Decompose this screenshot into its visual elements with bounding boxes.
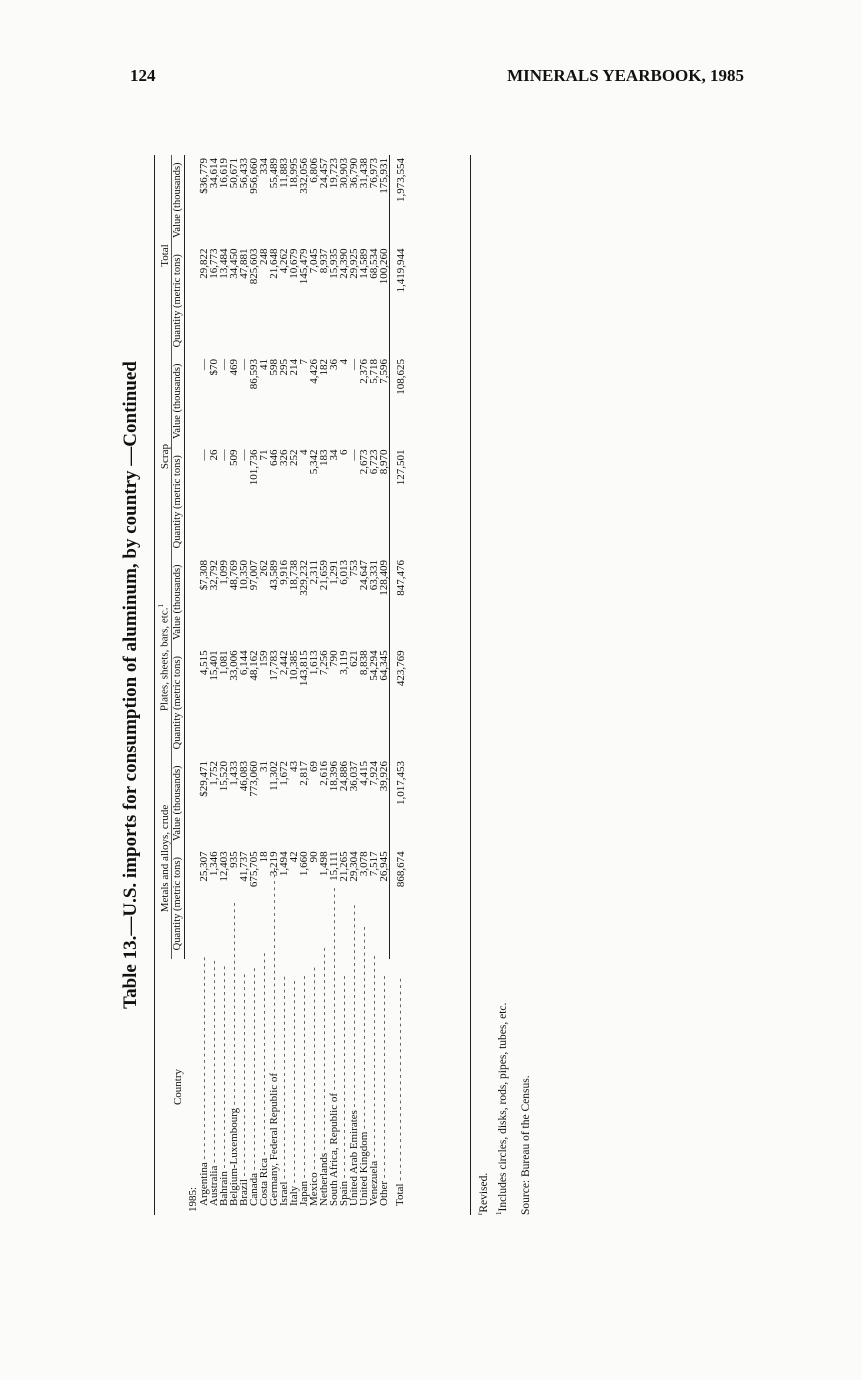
value-cell: 6,723 [367,449,380,475]
value-cell: 7,256 [317,650,330,676]
country-header: Country [155,959,185,1215]
value-cell: — [217,449,230,461]
value-cell: 5,342 [307,449,320,475]
value-cell: 15,935 [327,248,340,279]
value-cell: 32,792 [207,560,220,591]
value-cell: 21,648 [267,248,280,279]
country-name: Belgium-Luxembourg - - - [228,903,240,1212]
value-cell: 11,302 [267,761,280,791]
value-cell: 101,736 [247,449,260,486]
country-name: Japan - - - [298,976,310,1212]
group-header-total: Total [155,155,172,356]
value-cell: 33,006 [227,650,240,681]
value-cell: 15,401 [207,650,220,681]
value-cell: 30,903 [337,158,350,189]
group-header-footnote: 1 [157,604,165,608]
value-cell: 423,769 [389,647,406,758]
value-cell: — [347,449,360,461]
value-cell: 935 [227,851,240,868]
value-cell: 214 [287,359,300,376]
value-cell: 2,673 [357,449,370,475]
value-cell: 42 [287,851,300,863]
value-cell: 90 [307,851,320,863]
country-name: Spain - - - [338,976,350,1212]
value-cell: 621 [347,650,360,667]
country-cell [379,959,390,1215]
value-cell: 675,705 [247,851,260,888]
country-name: United Kingdom - - - [358,927,370,1212]
value-cell: 18,738 [287,560,300,591]
value-cell: 1,752 [207,761,220,786]
group-header-metals: Metals and alloys, crude [155,758,172,959]
value-cell: 7 [297,359,310,365]
value-cell: 6,144 [237,650,250,676]
running-head: MINERALS YEARBOOK, 1985 [507,66,744,85]
table-body [184,155,406,1215]
subheader: Quantity (metric tons) [171,245,184,356]
value-cell: 4 [337,359,350,365]
value-cell: 7,517 [367,851,380,877]
value-cell: 24,390 [337,248,350,279]
value-cell: $36,779 [197,158,210,194]
value-cell: 68,534 [367,248,380,279]
value-cell: 29,822 [197,248,210,279]
country-name: Mexico - - - [308,967,320,1212]
value-cell: 39,926 [377,761,390,792]
value-cell: 598 [267,359,280,376]
footnote-1 [493,155,510,1215]
value-cell: 69 [307,761,320,773]
value-cell: 646 [267,449,280,466]
value-cell: 509 [227,449,240,466]
value-cell: 956,660 [247,158,260,194]
value-cell: 24,886 [337,761,350,792]
value-cell: 11,883 [277,158,290,188]
value-cell: 71 [257,449,270,461]
value-cell: 4,262 [277,248,290,274]
year-label: 1985: [187,1186,200,1212]
value-cell: 31,438 [357,158,370,189]
value-cell: 76,973 [367,158,380,189]
value-cell: 159 [257,650,270,667]
value-cell: 10,350 [237,560,250,591]
value-cell: 3,219 [267,851,280,877]
value-cell: 18,396 [327,761,340,792]
value-cell: 1,498 [317,851,330,877]
group-header-plates [155,557,172,758]
value-cell: 13,484 [217,248,230,279]
country-name: Israel - - - [278,976,290,1212]
value-cell: 6 [337,449,350,455]
value-cell: 4 [297,449,310,455]
value-cell: 295 [277,359,290,376]
value-cell: 56,433 [237,158,250,189]
value-cell: 18 [257,851,270,863]
country-name: Venezuela - - - [368,956,380,1212]
value-cell: 15,111 [327,851,340,881]
country-name: Australia - - - [208,960,220,1212]
value-cell: 16,619 [217,158,230,189]
value-cell: 48,769 [227,560,240,591]
value-cell: 182 [317,359,330,376]
subheader: Quantity (metric tons) [171,446,184,557]
value-cell: 1,660 [297,851,310,877]
value-cell: 252 [287,449,300,466]
value-cell: 64,345 [377,650,390,681]
value-cell: 127,501 [389,446,406,557]
value-cell: $70 [207,359,220,376]
value-cell: 12,403 [217,851,230,882]
source-note: Source: Bureau of the Census. [519,1075,532,1215]
value-cell: 21,265 [337,851,350,882]
value-cell: 145,479 [297,248,310,285]
value-cell: 41 [257,359,270,371]
value-cell: 17,783 [267,650,280,681]
value-cell: 128,409 [377,560,390,596]
subheader: Value (thousands) [171,356,184,446]
value-cell: 43 [287,761,300,773]
value-cell: 63,331 [367,560,380,591]
value-cell: 43,589 [267,560,280,591]
value-cell: 1,672 [277,761,290,786]
footnote-revised [474,155,491,1215]
value-cell: 1,099 [217,560,230,585]
value-cell: 100,260 [377,248,390,285]
group-header-scrap: Scrap [155,356,172,557]
value-cell: 790 [327,650,340,667]
value-cell: 1,494 [277,851,290,877]
value-cell: 4,415 [357,761,370,786]
value-cell: 55,489 [267,158,280,189]
value-cell: 46,083 [237,761,250,792]
value-cell: 1,346 [207,851,220,877]
table-title: Table 13.—U.S. imports for consumption of aluminum, by country —Continued [120,361,141,1009]
footnote-1-mark: 1 [494,1211,503,1215]
country-name: South Africa, Republic of - - - [328,888,340,1212]
value-cell: 2,311 [307,560,320,585]
value-cell: 1,291 [327,560,340,585]
table-row [379,155,390,1215]
subheader: Value (thousands) [171,758,184,848]
value-cell: 29,925 [347,248,360,279]
value-cell: 19,723 [327,158,340,189]
value-cell: 4,426 [307,359,320,384]
value-cell: 1,613 [307,650,320,676]
value-cell: — [237,359,250,371]
value-cell: 48,162 [247,650,260,681]
country-name: Costa Rica - - - [258,953,270,1212]
value-cell: 825,603 [247,248,260,285]
value-cell: 26 [207,449,220,461]
value-cell: 1,433 [227,761,240,786]
value-cell: 36,790 [347,158,360,189]
page-number: 124 [130,66,156,85]
country-name: Argentina - - - [198,957,210,1212]
value-cell: 334 [257,158,270,175]
value-cell: 7,596 [377,359,390,384]
value-cell: 1,973,554 [389,155,406,245]
value-cell: 34,614 [207,158,220,189]
value-cell: 4,515 [197,650,210,676]
value-cell: 6,806 [307,158,320,183]
subheader: Quantity (metric tons) [171,647,184,758]
value-cell: 10,385 [287,650,300,681]
country-name: Netherlands - - - [318,948,330,1212]
value-cell: 8,970 [377,449,390,475]
value-cell: $7,308 [197,560,210,591]
value-cell: 50,671 [227,158,240,189]
value-cell: 9,916 [277,560,290,585]
value-cell: 326 [277,449,290,466]
value-cell: 847,476 [389,557,406,647]
country-name: Other - - - [378,976,390,1212]
value-cell: 469 [227,359,240,376]
value-cell: 1,017,453 [389,758,406,848]
value-cell: 1,419,944 [389,245,406,356]
footnote-1-text: Includes circles, disks, rods, pipes, tubes, etc. [496,1002,509,1212]
value-cell: — [347,359,360,371]
value-cell: — [217,359,230,371]
year-row [184,155,199,1215]
footnote-revised-text: Revised. [477,1172,490,1213]
country-name: United Arab Emirates - - - [348,905,360,1212]
value-cell: 16,773 [207,248,220,279]
value-cell: 868,674 [389,848,406,959]
country-name: Italy - - - [288,981,300,1212]
value-cell: 8,838 [357,650,370,676]
country-name: Brazil - - - [238,974,250,1212]
value-cell: — [237,449,250,461]
country-name: Germany, Federal Republic of - - - [268,868,280,1212]
value-cell: 5,718 [367,359,380,384]
country-name: Total - - - [394,978,406,1212]
value-cell: 262 [257,560,270,577]
value-cell: 97,007 [247,560,260,591]
country-name: Canada - - - [248,968,260,1212]
value-cell: 8,937 [317,248,330,274]
value-cell: 15,520 [217,761,230,792]
subheader: Quantity (metric tons) [171,848,184,959]
value-cell: 329,232 [297,560,310,596]
value-cell: 34,450 [227,248,240,279]
footnote-revised-mark: r [476,1212,484,1215]
value-cell: 6,013 [337,560,350,585]
value-cell: 773,060 [247,761,260,797]
value-cell: 3,119 [337,650,350,675]
value-cell: 36,037 [347,761,360,792]
value-cell: 54,294 [367,650,380,681]
value-cell: 108,625 [389,356,406,446]
value-cell: $29,471 [197,761,210,797]
value-cell: 41,737 [237,851,250,882]
value-cell: — [197,359,210,371]
value-cell: 175,931 [377,158,390,194]
value-cell: 47,881 [237,248,250,279]
value-cell: 7,924 [367,761,380,786]
value-cell: 34 [327,449,340,461]
value-cell: 248 [257,248,270,265]
value-cell: 24,647 [357,560,370,591]
subheader: Value (thousands) [171,155,184,245]
value-cell: 2,442 [277,650,290,676]
value-cell: 7,045 [307,248,320,274]
value-cell: 25,307 [197,851,210,882]
value-cell: 2,616 [317,761,330,786]
value-cell: 753 [347,560,360,577]
value-cell: 2,376 [357,359,370,384]
rotated-table-region [120,135,540,1235]
value-cell: 143,815 [297,650,310,687]
value-cell: 14,589 [357,248,370,279]
value-cell: 3,078 [357,851,370,877]
value-cell: 2,817 [297,761,310,786]
value-cell: 10,679 [287,248,300,279]
subheader: Value (thousands) [171,557,184,647]
total-row [389,155,406,1215]
value-cell: 26,945 [377,851,390,882]
value-cell: 24,457 [317,158,330,189]
group-header-plates-label: Plates, sheets, bars, etc. [158,607,171,712]
value-cell: 86,593 [247,359,260,390]
country-cell [389,959,406,1215]
footnotes [470,155,535,1215]
value-cell: 31 [257,761,270,773]
value-cell: 18,995 [287,158,300,189]
imports-table [154,155,406,1215]
value-cell: 1,081 [217,650,230,676]
value-cell: 21,659 [317,560,330,591]
value-cell: 36 [327,359,340,371]
value-cell: 29,304 [347,851,360,882]
country-name: Bahrain - - - [218,966,230,1212]
value-cell: 183 [317,449,330,466]
value-cell: 332,056 [297,158,310,194]
value-cell: — [197,449,210,461]
